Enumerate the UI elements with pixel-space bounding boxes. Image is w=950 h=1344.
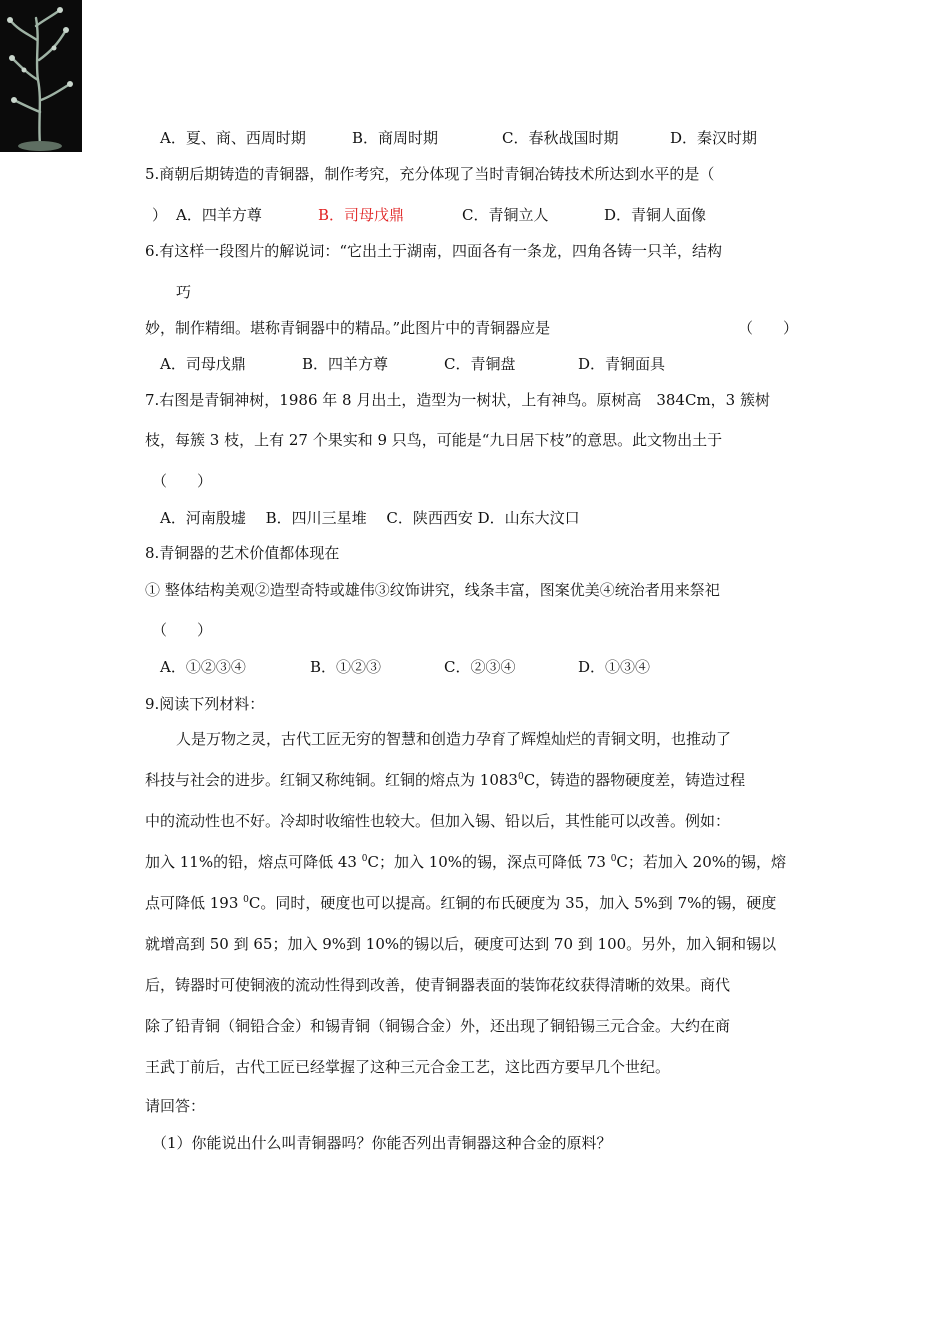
q9-material-line5: 点可降低 193 $^0$C。同时，硬度也可以提高。红铜的布氏硬度为 35，加入 5%到 7%的锡，硬度 [145,894,777,912]
q8-option-b: B．①②③ [310,658,382,676]
q6-stem-line1: 6.有这样一段图片的解说词：“它出土于湖南，四面各有一条龙，四角各铸一只羊，结构 [145,242,722,260]
q9-material-line3: 中的流动性也不好。冷却时收缩性也较大。但加入锡、铅以后，其性能可以改善。例如： [145,812,731,830]
q9-answer-prompt: 请回答： [145,1097,206,1115]
degree-sup: 0 [610,854,617,864]
q5-option-c: C．青铜立人 [462,206,549,224]
q6-option-d: D．青铜面具 [578,355,666,373]
q4-option-a: A．夏、商、西周时期 [160,129,306,147]
q9-material-line4: 加入 11%的铅，熔点可降低 43 $^0$C；加入 10%的锡，深点可降低 73 $^0$C；若加入 20%的锡，熔 [145,853,787,871]
q5-paren: ） [152,206,168,224]
degree-sup: 0 [361,854,368,864]
q9-subquestion-1: （1）你能说出什么叫青铜器吗？你能否列出青铜器这种合金的原料？ [152,1134,612,1152]
degree-sup: 0 [517,772,524,782]
q8-stem-line1: 8.青铜器的艺术价值都体现在 [145,544,340,562]
q7-paren: （ ） [152,472,213,490]
q4-option-b: B．商周时期 [352,129,439,147]
q9-material-line1: 人是万物之灵，古代工匠无穷的智慧和创造力孕育了辉煌灿烂的青铜文明，也推动了 [176,730,732,748]
q8-paren: （ ） [152,621,213,639]
q8-option-d: D．①③④ [578,658,651,676]
q4-option-d: D．秦汉时期 [670,129,758,147]
q9-material-line6: 就增高到 50 到 65；加入 9%到 10%的锡以后，硬度可达到 70 到 100。另外，加入铜和锡以 [145,935,777,953]
q5-option-a: A．四羊方尊 [176,206,262,224]
q6-option-c: C．青铜盘 [444,355,516,373]
q5-stem: 5.商朝后期铸造的青铜器，制作考究，充分体现了当时青铜冶铸技术所达到水平的是（ [145,165,715,183]
bronze-tree-photo [0,0,82,152]
q6-option-a: A．司母戊鼎 [160,355,246,373]
q7-stem-line2: 枝，每簇 3 枝，上有 27 个果实和 9 只鸟，可能是“九日居下枝”的意思。此文物出土于 [145,431,723,449]
q7-stem-line1: 7.右图是青铜神树，1986 年 8 月出土，造型为一树状，上有神鸟。原树高 384Cm，3 簇树 [145,391,770,409]
q6-paren: （ ） [738,319,799,337]
q9-material-line7: 后，铸器时可使铜液的流动性得到改善，使青铜器表面的装饰花纹获得清晰的效果。商代 [145,976,731,994]
q6-stem-line3: 妙，制作精细。堪称青铜器中的精品。”此图片中的青铜器应是 [145,319,551,337]
degree-sup: 0 [243,895,249,905]
q9-material-line9: 王武丁前后，古代工匠已经掌握了这种三元合金工艺，这比西方要早几个世纪。 [145,1058,671,1076]
q8-option-c: C．②③④ [444,658,516,676]
q9-title: 9.阅读下列材料： [145,695,265,713]
q4-option-c: C．春秋战国时期 [502,129,619,147]
q8-option-a: A．①②③④ [160,658,246,676]
q6-option-b: B．四羊方尊 [302,355,389,373]
q6-stem-line2: 巧 [176,283,192,301]
q5-option-b-answer: B．司母戊鼎 [318,206,405,224]
q9-material-line8: 除了铅青铜（铜铅合金）和锡青铜（铜锡合金）外，还出现了铜铅锡三元合金。大约在商 [145,1017,731,1035]
q9-material-line2: 科技与社会的进步。红铜又称纯铜。红铜的熔点为 1083$^0$C，铸造的器物硬度差，铸造过程 [145,771,746,789]
q5-option-d: D．青铜人面像 [604,206,707,224]
q8-stem-line2: ① 整体结构美观②造型奇特或雄伟③纹饰讲究，线条丰富，图案优美④统治者用来祭祀 [145,581,720,599]
q7-options: A．河南殷墟 B．四川三星堆 C．陕西西安 D．山东大汶口 [160,509,580,527]
